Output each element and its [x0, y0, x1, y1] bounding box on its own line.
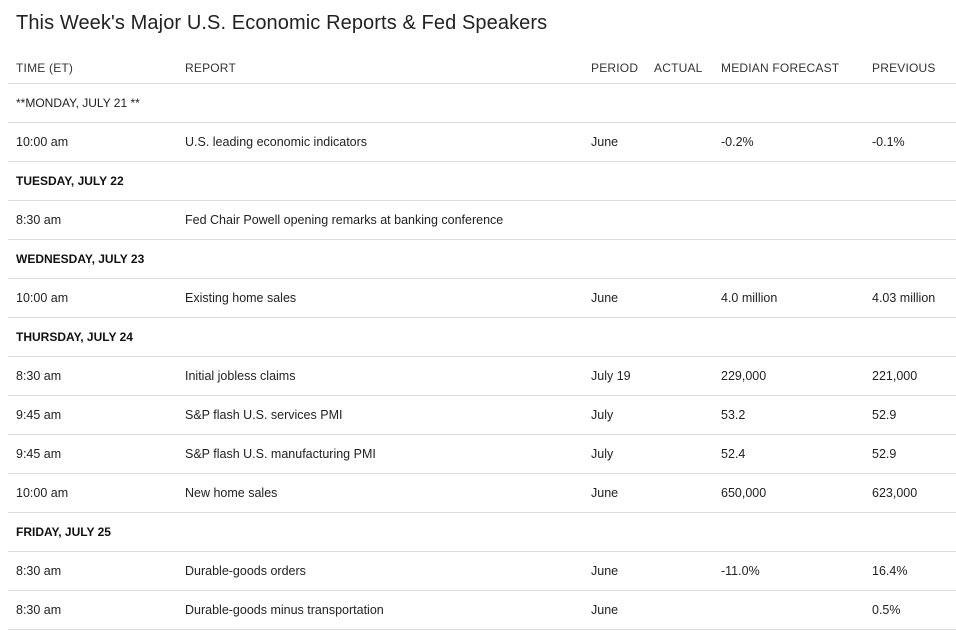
- cell-previous: 0.5%: [864, 591, 956, 630]
- table-row: [8, 123, 956, 162]
- column-header-report: REPORT: [177, 52, 583, 84]
- cell-previous: 623,000: [864, 474, 956, 513]
- cell-median-forecast: 52.4: [713, 435, 864, 474]
- cell-previous: 52.9: [864, 396, 956, 435]
- cell-report: Fed Chair Powell opening remarks at banking conference: [177, 201, 583, 240]
- cell-time: 10:00 am: [8, 474, 177, 513]
- cell-actual: [646, 552, 713, 591]
- cell-actual: [646, 279, 713, 318]
- day-label: THURSDAY, JULY 24: [8, 318, 956, 357]
- cell-actual: [646, 357, 713, 396]
- cell-actual: [646, 474, 713, 513]
- cell-median-forecast: 650,000: [713, 474, 864, 513]
- day-label: FRIDAY, JULY 25: [8, 513, 956, 552]
- cell-median-forecast: 53.2: [713, 396, 864, 435]
- column-header-period: PERIOD: [583, 52, 646, 84]
- column-header-previous: PREVIOUS: [864, 52, 956, 84]
- cell-actual: [646, 591, 713, 630]
- cell-actual: [646, 123, 713, 162]
- cell-actual: [646, 201, 713, 240]
- cell-report: Durable-goods orders: [177, 552, 583, 591]
- economic-calendar-table: [8, 52, 956, 630]
- cell-report: S&P flash U.S. services PMI: [177, 396, 583, 435]
- table-row: [8, 201, 956, 240]
- cell-report: Durable-goods minus transportation: [177, 591, 583, 630]
- day-header-row: [8, 240, 956, 279]
- cell-report: New home sales: [177, 474, 583, 513]
- cell-period: June: [583, 591, 646, 630]
- column-header-median-forecast: MEDIAN FORECAST: [713, 52, 864, 84]
- day-header-row: [8, 513, 956, 552]
- cell-period: [583, 201, 646, 240]
- cell-median-forecast: -11.0%: [713, 552, 864, 591]
- cell-previous: 4.03 million: [864, 279, 956, 318]
- table-row: [8, 474, 956, 513]
- table-row: [8, 357, 956, 396]
- cell-median-forecast: [713, 591, 864, 630]
- table-row: [8, 552, 956, 591]
- cell-median-forecast: 4.0 million: [713, 279, 864, 318]
- column-header-actual: ACTUAL: [646, 52, 713, 84]
- cell-period: June: [583, 552, 646, 591]
- cell-period: June: [583, 123, 646, 162]
- cell-period: June: [583, 474, 646, 513]
- day-header-row: [8, 318, 956, 357]
- cell-median-forecast: [713, 201, 864, 240]
- cell-period: June: [583, 279, 646, 318]
- column-header-time: TIME (ET): [8, 52, 177, 84]
- cell-report: Initial jobless claims: [177, 357, 583, 396]
- cell-time: 9:45 am: [8, 435, 177, 474]
- cell-time: 8:30 am: [8, 357, 177, 396]
- table-row: [8, 279, 956, 318]
- cell-time: 8:30 am: [8, 201, 177, 240]
- cell-previous: 16.4%: [864, 552, 956, 591]
- day-header-row: [8, 84, 956, 123]
- cell-previous: -0.1%: [864, 123, 956, 162]
- day-label: WEDNESDAY, JULY 23: [8, 240, 956, 279]
- cell-median-forecast: 229,000: [713, 357, 864, 396]
- day-label: **MONDAY, JULY 21 **: [8, 84, 956, 123]
- cell-report: U.S. leading economic indicators: [177, 123, 583, 162]
- cell-period: July: [583, 435, 646, 474]
- table-row: [8, 591, 956, 630]
- cell-time: 10:00 am: [8, 279, 177, 318]
- day-header-row: [8, 162, 956, 201]
- cell-time: 8:30 am: [8, 591, 177, 630]
- cell-period: July 19: [583, 357, 646, 396]
- cell-median-forecast: -0.2%: [713, 123, 864, 162]
- cell-previous: 52.9: [864, 435, 956, 474]
- cell-previous: 221,000: [864, 357, 956, 396]
- cell-time: 10:00 am: [8, 123, 177, 162]
- page-title: This Week's Major U.S. Economic Reports & Fed Speakers: [16, 12, 548, 34]
- cell-actual: [646, 435, 713, 474]
- cell-report: Existing home sales: [177, 279, 583, 318]
- cell-report: S&P flash U.S. manufacturing PMI: [177, 435, 583, 474]
- day-label: TUESDAY, JULY 22: [8, 162, 956, 201]
- table-header-row: [8, 52, 956, 84]
- cell-previous: [864, 201, 956, 240]
- cell-time: 9:45 am: [8, 396, 177, 435]
- cell-actual: [646, 396, 713, 435]
- table-row: [8, 435, 956, 474]
- cell-period: July: [583, 396, 646, 435]
- table-row: [8, 396, 956, 435]
- cell-time: 8:30 am: [8, 552, 177, 591]
